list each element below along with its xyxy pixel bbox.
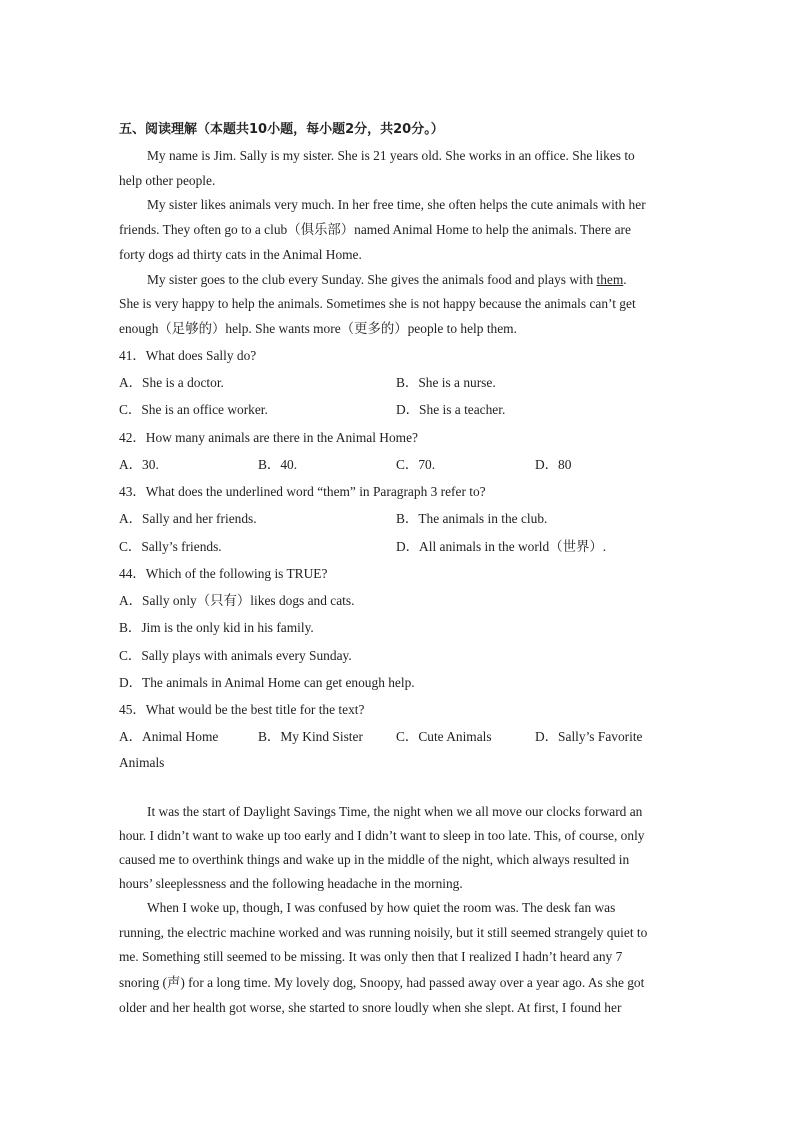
question-stem: 44．Which of the following is TRUE? bbox=[119, 566, 328, 581]
passage1-line bbox=[147, 272, 627, 288]
passage1-text: My sister goes to the club every Sunday. She gives the animals food and plays with bbox=[147, 272, 597, 287]
passage2-line: caused me to overthink things and wake up in the middle of the night, which always resulted in bbox=[119, 852, 630, 867]
passage2-line: hour. I didn’t want to wake up too early and I didn’t want to sleep in too late. This, of course, only bbox=[119, 828, 645, 843]
question-stem: 43．What does the underlined word “them” in Paragraph 3 refer to? bbox=[119, 484, 486, 499]
option-a: A．Sally only（只有）likes dogs and cats. bbox=[119, 593, 355, 608]
passage2-line: running, the electric machine worked and was running noisily, but it still seemed strangely quiet to bbox=[119, 925, 648, 940]
option-a: A．She is a doctor. bbox=[119, 375, 224, 390]
passage1-line: She is very happy to help the animals. Sometimes she is not happy because the animals can’t get bbox=[119, 296, 636, 311]
option-c: C．Sally plays with animals every Sunday. bbox=[119, 648, 352, 663]
option-a: A．Animal Home bbox=[119, 729, 219, 744]
option-b: B．The animals in the club. bbox=[396, 511, 548, 526]
option-b: B．40. bbox=[258, 457, 298, 472]
question-stem: 42．How many animals are there in the Animal Home? bbox=[119, 430, 418, 445]
option-d: D．All animals in the world（世界）. bbox=[396, 539, 607, 554]
passage2-line: older and her health got worse, she started to snore loudly when she slept. At first, I found her bbox=[119, 1000, 622, 1015]
passage2-line: snoring (声) for a long time. My lovely dog, Snoopy, had passed away over a year ago. As she got bbox=[119, 975, 645, 990]
passage1-line: friends. They often go to a club（俱乐部）named Animal Home to help the animals. There are bbox=[119, 222, 631, 237]
passage2-line: me. Something still seemed to be missing. It was only then that I realized I hadn’t heard any 7 bbox=[119, 949, 623, 964]
underlined-word: them bbox=[596, 272, 624, 287]
passage2-line: hours’ sleeplessness and the following headache in the morning. bbox=[119, 876, 463, 891]
passage1-line: My sister likes animals very much. In her free time, she often helps the cute animals with her bbox=[147, 197, 646, 212]
passage1-line: My name is Jim. Sally is my sister. She is 21 years old. She works in an office. She likes to bbox=[147, 148, 635, 163]
option-c: C．Cute Animals bbox=[396, 729, 492, 744]
option-d-continued: Animals bbox=[119, 755, 165, 770]
option-b: B．She is a nurse. bbox=[396, 375, 496, 390]
passage1-line: forty dogs ad thirty cats in the Animal Home. bbox=[119, 247, 362, 262]
question-stem: 45．What would be the best title for the text? bbox=[119, 702, 365, 717]
option-b: B．My Kind Sister bbox=[258, 729, 363, 744]
option-a: A．30. bbox=[119, 457, 159, 472]
option-d: D．The animals in Animal Home can get enough help. bbox=[119, 675, 415, 690]
option-a: A．Sally and her friends. bbox=[119, 511, 257, 526]
option-c: C．70. bbox=[396, 457, 436, 472]
option-b: B．Jim is the only kid in his family. bbox=[119, 620, 314, 635]
option-d: D．She is a teacher. bbox=[396, 402, 506, 417]
passage1-line: enough（足够的）help. She wants more（更多的）people to help them. bbox=[119, 321, 517, 336]
passage2-line: When I woke up, though, I was confused by how quiet the room was. The desk fan was bbox=[147, 900, 616, 915]
passage2-line: It was the start of Daylight Savings Time, the night when we all move our clocks forward an bbox=[147, 804, 643, 819]
option-d: D．80 bbox=[535, 457, 572, 472]
option-d: D．Sally’s Favorite bbox=[535, 729, 643, 744]
section-title: 五、阅读理解（本题共10小题，每小题2分，共20分。） bbox=[119, 122, 444, 137]
passage1-line: help other people. bbox=[119, 173, 216, 188]
question-stem: 41．What does Sally do? bbox=[119, 348, 257, 363]
passage1-text: . bbox=[623, 272, 627, 287]
option-c: C．She is an office worker. bbox=[119, 402, 268, 417]
option-c: C．Sally’s friends. bbox=[119, 539, 222, 554]
